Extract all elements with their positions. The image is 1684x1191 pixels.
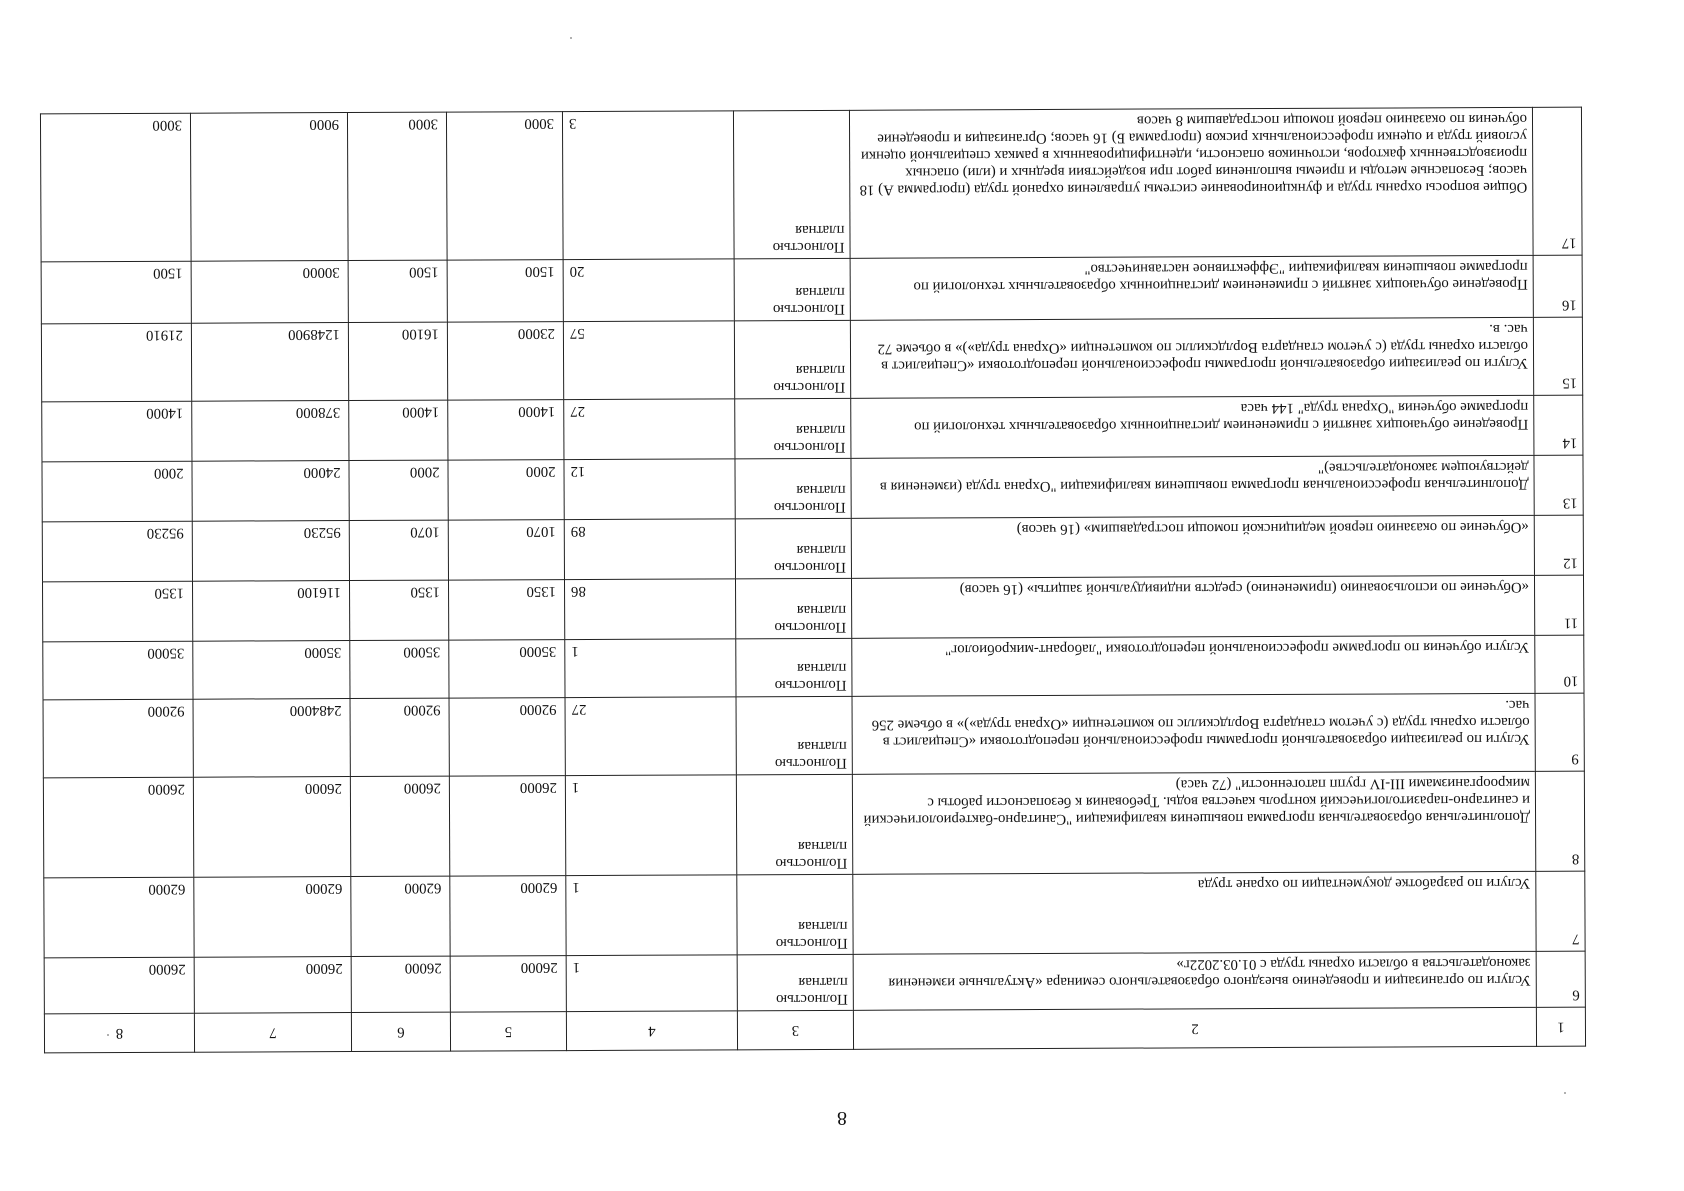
service-name: Услуги по реализации образовательной программы профессиональной переподготовки «Специалист в области охраны труда (с учетом стандарта Ворлдскиллс по компетенции «Охрана труда»)» в объеме 72 час. в. bbox=[850, 317, 1533, 398]
value-col5: 1070 bbox=[448, 520, 564, 581]
value-col7: 378000 bbox=[192, 401, 349, 462]
value-col8: 35000 bbox=[43, 641, 193, 700]
service-name: Дополнительная образовательная программа повышения квалификации "Санитарно-бактериологический и санитарно-паразитологический контроль качества воды. Требования к безопасности работы с микроорганизмами III-IV групп патогенности" (72 часа) bbox=[852, 771, 1535, 874]
quantity: 1 bbox=[565, 775, 736, 876]
column-number-5: 5 bbox=[450, 1012, 566, 1052]
table-row bbox=[44, 951, 1585, 1014]
table-row bbox=[44, 871, 1585, 958]
value-col6: 14000 bbox=[349, 400, 448, 460]
value-col5: 2000 bbox=[448, 460, 564, 521]
payment-type: Полностью платная bbox=[735, 518, 851, 579]
scan-speck bbox=[570, 37, 572, 39]
value-col6: 26000 bbox=[351, 956, 450, 1012]
value-col6: 1500 bbox=[348, 260, 447, 322]
payment-type: Полностью платная bbox=[735, 578, 851, 639]
service-name: Общие вопросы охраны труда и функционирование системы управления охраной труда (программа А) 18 часов; Безопасные методы и приемы выполнения работ при воздействии вредных и (или) опасных производственных факторов, источников опасности, идентифицированных в рамках специальной оценки условий труда и оценки профессиональных рисков (программа Б) 16 часов; Организация и проведение обучения по оказанию первой помощи пострадавшим 8 часов bbox=[849, 107, 1533, 258]
value-col8: 95230 bbox=[42, 521, 192, 582]
payment-type: Полностью платная bbox=[734, 258, 850, 321]
payment-type: Полностью платная bbox=[733, 110, 850, 259]
row-number: 6 bbox=[1536, 951, 1585, 1007]
row-number: 8 bbox=[1535, 771, 1584, 871]
value-col5: 1350 bbox=[448, 580, 564, 641]
table-row bbox=[43, 693, 1584, 778]
table-row bbox=[43, 575, 1584, 642]
table-row bbox=[42, 515, 1583, 582]
quantity: 1 bbox=[566, 875, 737, 956]
value-col7: 26000 bbox=[193, 777, 350, 878]
row-number: 16 bbox=[1533, 255, 1582, 317]
service-name: Услуги по реализации образовательной программы профессиональной переподготовки «Специалист в области охраны труда (с учетом стандарта Ворлдскиллс по компетенции «Охрана труда»)» в объеме 256 час. bbox=[852, 693, 1535, 774]
value-col6: 3000 bbox=[347, 112, 447, 260]
page-number: 8 bbox=[837, 1107, 847, 1129]
value-col7: 116100 bbox=[192, 581, 349, 642]
row-number: 15 bbox=[1533, 317, 1582, 395]
service-name: «Обучение по использованию (применению) средств индивидуальной защиты» (16 часов) bbox=[851, 575, 1534, 638]
payment-type: Полностью платная bbox=[736, 774, 852, 875]
value-col5: 92000 bbox=[449, 698, 565, 777]
quantity: 57 bbox=[563, 321, 734, 400]
value-col8: 21910 bbox=[41, 323, 191, 402]
service-name: Проведение обучающих занятий с применением дистанционных образовательных технологий по программе повышения квалификации "Эффективное наставничество" bbox=[850, 255, 1533, 320]
column-number-4: 4 bbox=[566, 1011, 737, 1051]
payment-type: Полностью платная bbox=[735, 398, 851, 459]
value-col6: 92000 bbox=[350, 698, 449, 776]
value-col6: 35000 bbox=[350, 640, 449, 698]
table-row bbox=[43, 635, 1584, 700]
value-col7: 30000 bbox=[191, 261, 348, 324]
quantity: 86 bbox=[564, 579, 735, 640]
column-number-7: 7 bbox=[194, 1013, 351, 1053]
table-row bbox=[42, 455, 1583, 522]
row-number: 17 bbox=[1532, 107, 1582, 255]
value-col8: 1350 bbox=[43, 581, 193, 642]
quantity: 27 bbox=[565, 697, 736, 776]
value-col8: 14000 bbox=[42, 401, 192, 462]
table-row bbox=[41, 317, 1582, 402]
value-col7: 1248900 bbox=[191, 323, 348, 402]
header-row bbox=[44, 1007, 1585, 1053]
row-number: 10 bbox=[1535, 635, 1584, 693]
column-number-6: 6 bbox=[351, 1012, 450, 1051]
value-col5: 1500 bbox=[447, 260, 563, 323]
quantity: 89 bbox=[564, 519, 735, 580]
service-name: Услуги по организации и проведению выездного образовательного семинара «Актуальные изменения законодательства в области охраны труда с 01.03.2022г» bbox=[853, 951, 1536, 1010]
table-row bbox=[41, 255, 1582, 324]
quantity: 1 bbox=[565, 639, 736, 698]
scan-speck bbox=[1564, 1092, 1566, 1094]
service-name: Дополнительная профессиональная программа повышения квалификации "Охрана труда (изменения в действующем законодательстве)" bbox=[851, 455, 1534, 518]
quantity: 20 bbox=[563, 259, 734, 322]
value-col8: 1500 bbox=[41, 261, 191, 324]
table-row bbox=[43, 771, 1584, 878]
value-col7: 26000 bbox=[194, 957, 351, 1014]
column-number-3: 3 bbox=[737, 1010, 853, 1050]
value-col6: 16100 bbox=[348, 322, 447, 400]
value-col5: 14000 bbox=[448, 400, 564, 461]
services-table bbox=[40, 107, 1586, 1054]
table-row bbox=[42, 395, 1583, 462]
value-col5: 26000 bbox=[450, 956, 566, 1013]
row-number: 7 bbox=[1536, 871, 1585, 951]
value-col6: 62000 bbox=[351, 876, 450, 956]
value-col5: 62000 bbox=[450, 876, 566, 957]
value-col8: 2000 bbox=[42, 461, 192, 522]
service-name: «Обучение по оказанию первой медицинской помощи пострадавшим» (16 часов) bbox=[851, 515, 1534, 578]
row-number: 13 bbox=[1534, 455, 1583, 515]
scan-speck bbox=[107, 1034, 109, 1036]
column-number-1: 1 bbox=[1536, 1007, 1585, 1046]
quantity: 12 bbox=[564, 459, 735, 520]
service-name: Услуги обучения по программе профессиональной переподготовки "лаборант-микробиолог" bbox=[852, 635, 1535, 696]
table-row bbox=[40, 107, 1582, 262]
payment-type: Полностью платная bbox=[736, 696, 852, 775]
value-col5: 26000 bbox=[449, 776, 565, 877]
value-col8: 92000 bbox=[43, 699, 193, 778]
payment-type: Полностью платная bbox=[735, 458, 851, 519]
value-col7: 24000 bbox=[192, 461, 349, 522]
service-name: Проведение обучающих занятий с применением дистанционных образовательных технологий по программе обучения "Охрана труда" 144 часа bbox=[851, 395, 1534, 458]
row-number: 12 bbox=[1534, 515, 1583, 575]
quantity: 1 bbox=[566, 955, 737, 1012]
value-col7: 2484000 bbox=[193, 699, 350, 778]
value-col7: 9000 bbox=[190, 113, 348, 262]
value-col8: 26000 bbox=[43, 777, 193, 878]
value-col5: 3000 bbox=[446, 112, 563, 261]
value-col7: 62000 bbox=[194, 877, 351, 958]
row-number: 11 bbox=[1534, 575, 1583, 635]
row-number: 14 bbox=[1534, 395, 1583, 455]
quantity: 27 bbox=[564, 399, 735, 460]
payment-type: Полностью платная bbox=[737, 954, 853, 1011]
row-number: 9 bbox=[1535, 693, 1584, 771]
value-col8: 26000 bbox=[44, 957, 194, 1014]
value-col7: 35000 bbox=[193, 641, 350, 700]
value-col8: 62000 bbox=[44, 877, 194, 958]
value-col5: 35000 bbox=[449, 640, 565, 699]
value-col6: 26000 bbox=[350, 776, 449, 876]
payment-type: Полностью платная bbox=[734, 320, 850, 399]
service-name: Услуги по разработке документации по охране труда bbox=[853, 871, 1536, 954]
column-number-2: 2 bbox=[853, 1007, 1536, 1049]
value-col5: 23000 bbox=[447, 322, 563, 401]
value-col7: 95230 bbox=[192, 521, 349, 582]
table-body bbox=[40, 107, 1585, 1053]
value-col8: 3000 bbox=[40, 113, 191, 262]
column-number-8: 8 bbox=[44, 1013, 194, 1053]
value-col6: 1070 bbox=[349, 520, 448, 580]
payment-type: Полностью платная bbox=[736, 638, 852, 697]
value-col6: 2000 bbox=[349, 460, 448, 520]
quantity: 3 bbox=[562, 111, 734, 260]
value-col6: 1350 bbox=[349, 580, 448, 640]
payment-type: Полностью платная bbox=[737, 874, 853, 955]
